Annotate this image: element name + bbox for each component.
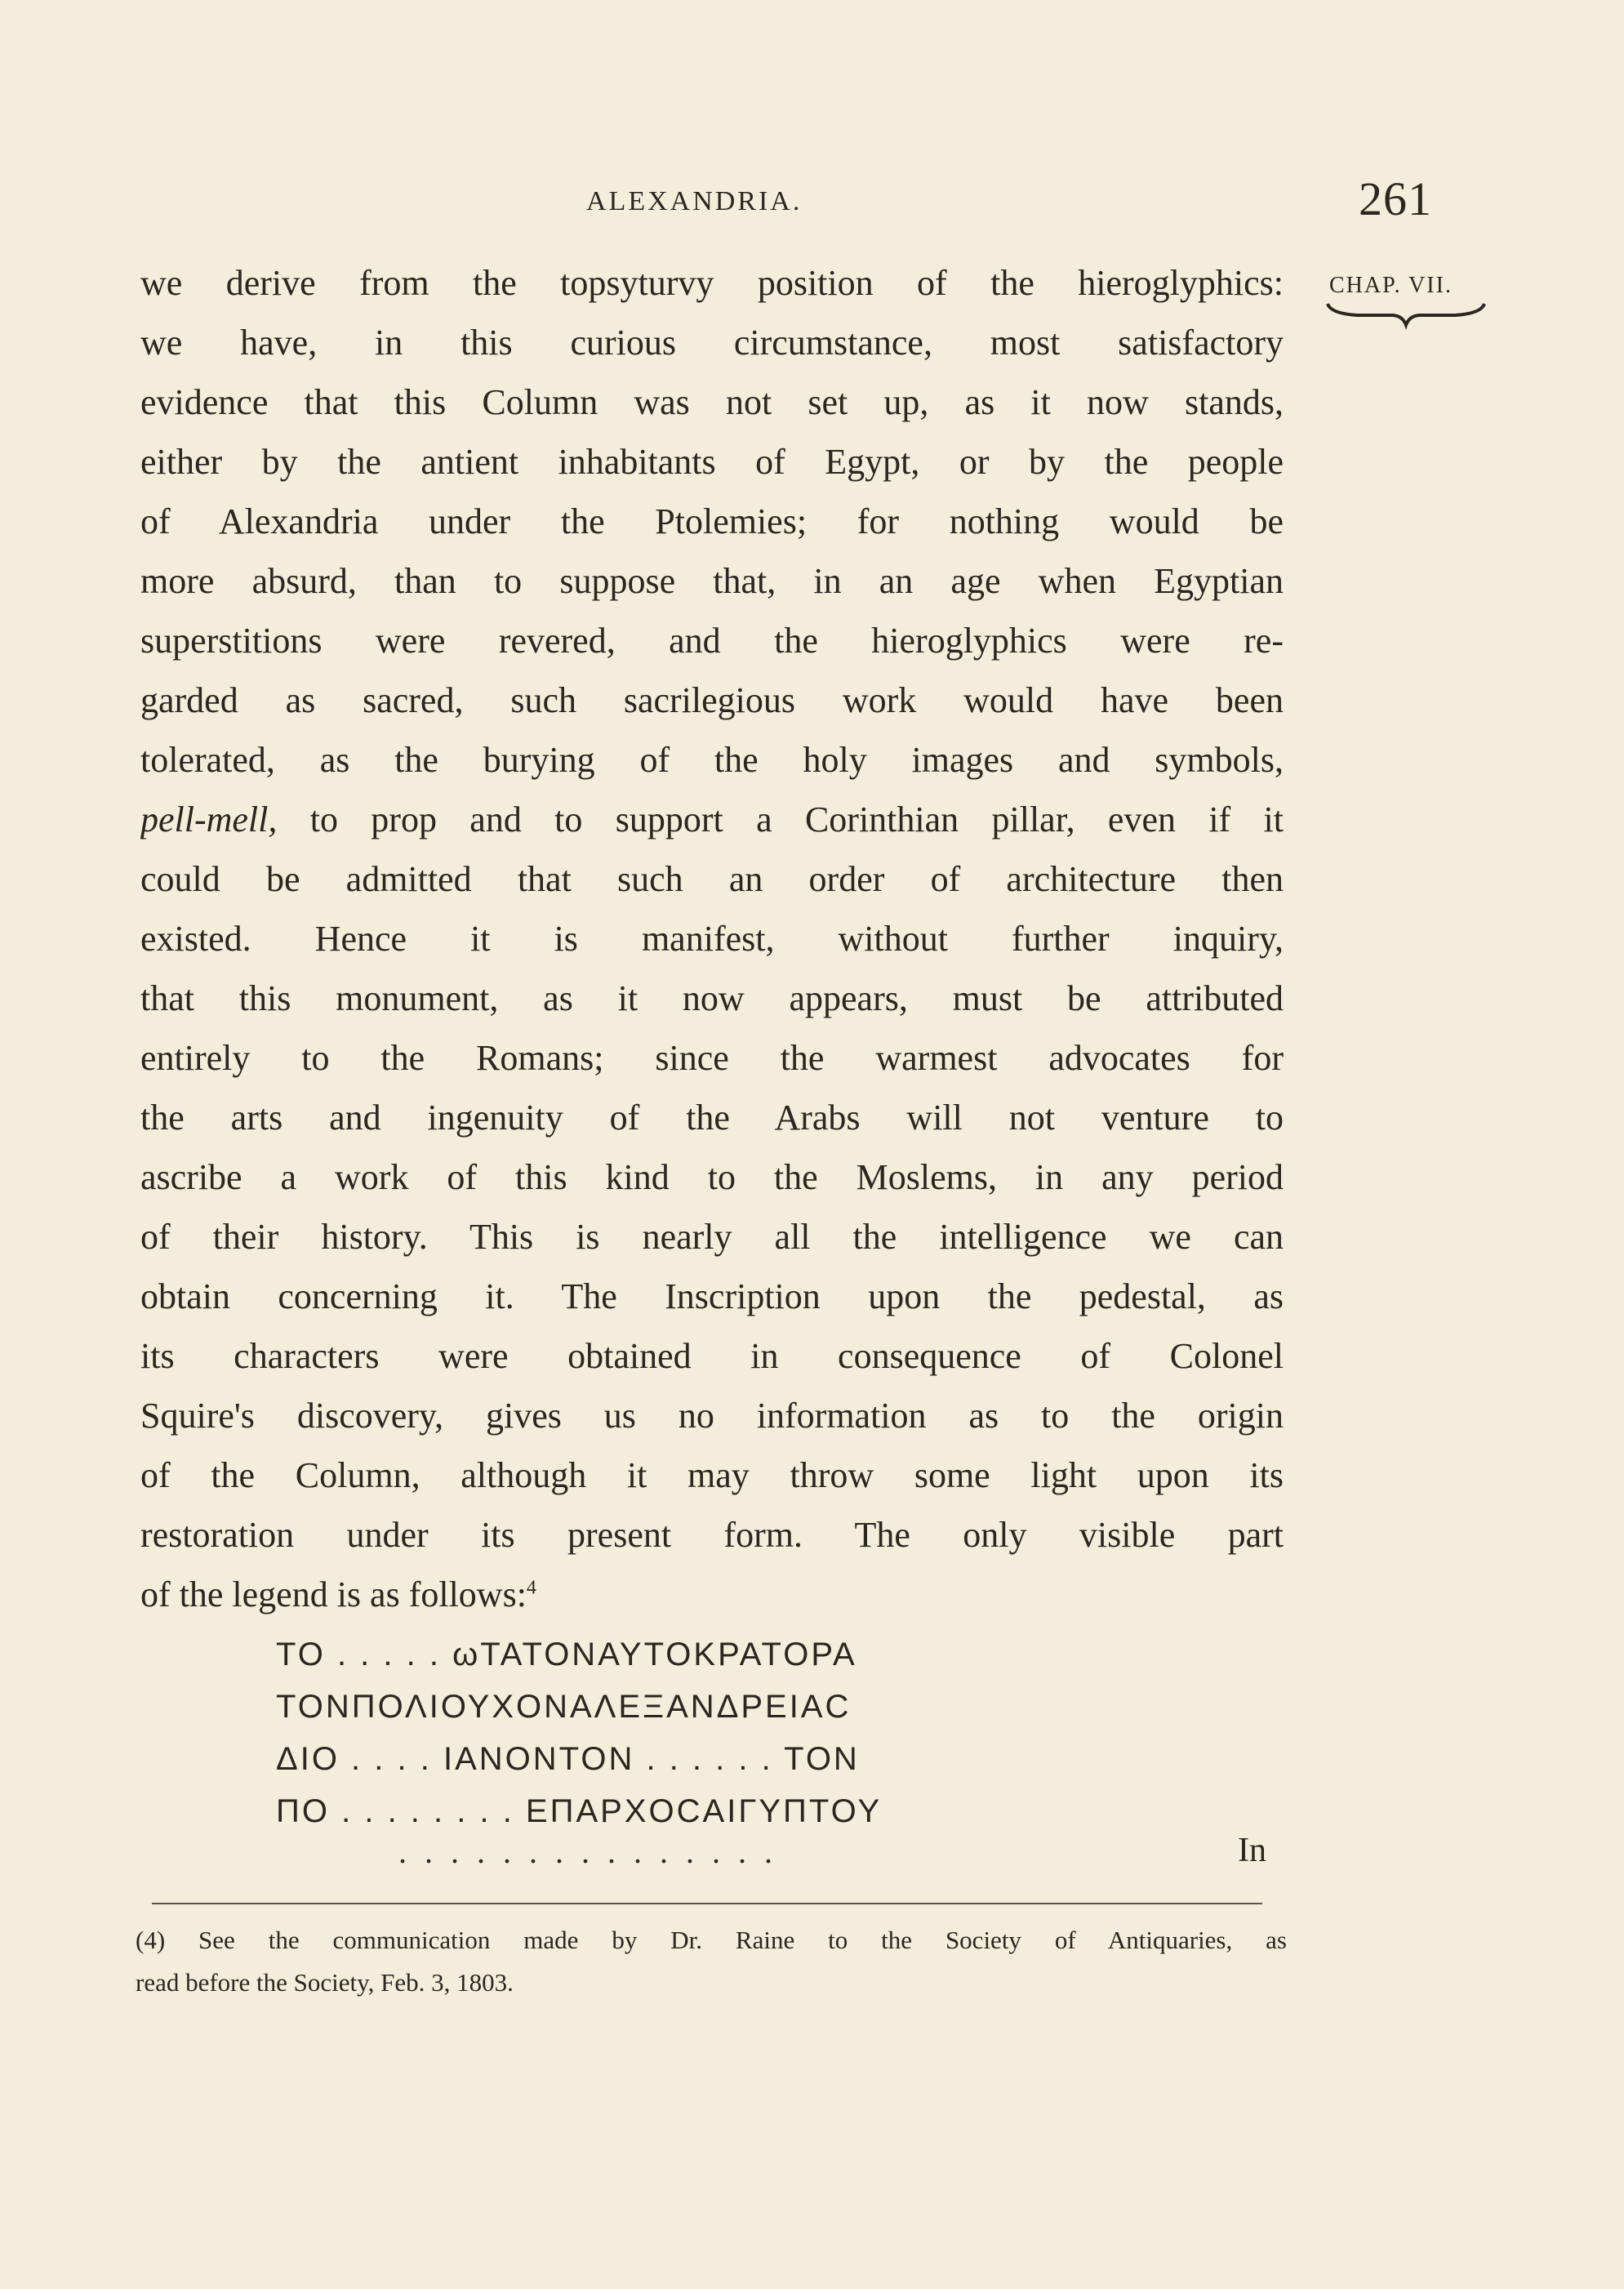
- page-number: 261: [1359, 172, 1432, 225]
- text-line: the arts and ingenuity of the Arabs will not venture to: [140, 1098, 1284, 1138]
- chapter-brace-icon: [1324, 301, 1488, 333]
- running-title: ALEXANDRIA.: [586, 186, 803, 216]
- footnote-rule: [152, 1903, 1262, 1904]
- text-line: either by the antient inhabitants of Egypt, or by the people: [140, 442, 1284, 482]
- text-line: garded as sacred, such sacrilegious work would have been: [140, 680, 1284, 720]
- text-line: restoration under its present form. The only visible part: [140, 1515, 1284, 1555]
- text-line: of the Column, although it may throw some light upon its: [140, 1455, 1284, 1495]
- text-line: superstitions were revered, and the hieroglyphics were re-: [140, 621, 1284, 661]
- footnote-line: read before the Society, Feb. 3, 1803.: [136, 1968, 514, 1997]
- inscription-line: TO . . . . . ωΤΑΤΟΝΑΥΤΟΚΡΑΤΟΡΑ: [276, 1637, 857, 1672]
- inscription-line: ΠΟ . . . . . . . . ΕΠΑΡΧΟCΑΙΓΥΠΤΟΥ: [276, 1793, 883, 1829]
- inscription-line: TONΠΟΛΙΟΥΧΟΝΑΛΕΞΑΝΔΡΕΙΑC: [276, 1689, 852, 1725]
- text-line: we derive from the topsyturvy position of the hieroglyphics:: [140, 263, 1284, 303]
- text-line-with-italic: [140, 790, 1284, 849]
- footnote: [136, 1919, 1287, 2004]
- text-line: more absurd, than to suppose that, in an age when Egyptian: [140, 561, 1284, 601]
- text-line: that this monument, as it now appears, must be attributed: [140, 978, 1284, 1018]
- text-line: ascribe a work of this kind to the Moslems, in any period: [140, 1157, 1284, 1197]
- footnote-reference: 4: [526, 1577, 536, 1599]
- greek-inscription: [276, 1628, 882, 1837]
- inscription-line: ΔΙΟ . . . . ΙΑΝΟΝΤΟΝ . . . . . . ΤΟΝ: [276, 1741, 860, 1777]
- body-text: [140, 253, 1284, 1624]
- text-line: tolerated, as the burying of the holy images and symbols,: [140, 740, 1284, 780]
- text-line-rest: to prop and to support a Corinthian pillar, even if it: [309, 799, 1284, 839]
- inscription-dots: . . . . . . . . . . . . . . .: [398, 1833, 777, 1870]
- text-line: its characters were obtained in consequence of Colonel: [140, 1336, 1284, 1376]
- text-line: we have, in this curious circumstance, most satisfactory: [140, 323, 1284, 363]
- text-line: could be admitted that such an order of architecture then: [140, 859, 1284, 899]
- text-line-content: of the legend is as follows:: [140, 1574, 527, 1614]
- text-line: Squire's discovery, gives us no information as to the origin: [140, 1396, 1284, 1436]
- text-line: existed. Hence it is manifest, without further inquiry,: [140, 919, 1284, 959]
- catchword: In: [1238, 1832, 1266, 1869]
- text-line: of Alexandria under the Ptolemies; for nothing would be: [140, 501, 1284, 541]
- text-line: of their history. This is nearly all the intelligence we can: [140, 1217, 1284, 1257]
- text-line: evidence that this Column was not set up, as it now stands,: [140, 382, 1284, 422]
- text-line-last: [140, 1565, 1284, 1624]
- chapter-label: CHAP. VII.: [1329, 273, 1453, 298]
- text-line: entirely to the Romans; since the warmest advocates for: [140, 1038, 1284, 1078]
- italic-phrase: pell-mell,: [140, 799, 278, 839]
- footnote-line: (4) See the communication made by Dr. Raine to the Society of Antiquaries, as: [136, 1926, 1287, 1954]
- text-line: obtain concerning it. The Inscription upon the pedestal, as: [140, 1276, 1284, 1316]
